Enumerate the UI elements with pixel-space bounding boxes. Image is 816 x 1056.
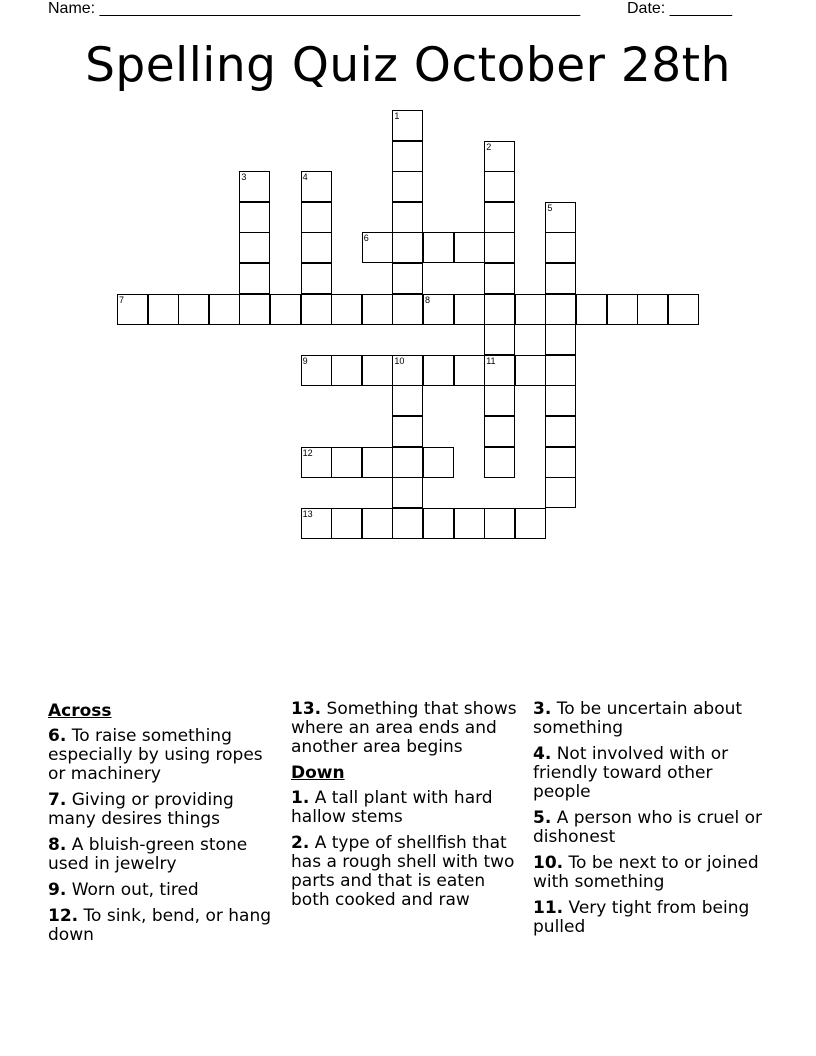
clue-number: 9. [48, 880, 67, 900]
crossword-cell[interactable] [301, 355, 332, 386]
clue-down-3 [533, 700, 773, 738]
crossword-cell[interactable] [392, 171, 423, 202]
cell-number: 3 [241, 172, 247, 183]
cell-number: 13 [302, 508, 313, 519]
crossword-cell[interactable] [484, 385, 515, 416]
clue-number: 6. [48, 726, 67, 746]
clue-number: 5. [533, 808, 552, 828]
cell-number: 10 [394, 355, 405, 366]
crossword-cell[interactable] [239, 294, 270, 325]
cell-number: 4 [302, 172, 308, 183]
clue-number: 7. [48, 790, 67, 810]
clue-across-6 [48, 727, 276, 784]
crossword-cell[interactable] [545, 324, 576, 355]
clue-text: To be uncertain about something [533, 699, 743, 738]
crossword-cell[interactable] [301, 171, 332, 202]
crossword-cell[interactable] [423, 355, 454, 386]
crossword-cell[interactable] [301, 294, 332, 325]
crossword-cell[interactable] [392, 141, 423, 172]
clue-across-13 [291, 700, 523, 757]
clue-number: 2. [291, 833, 310, 853]
crossword-cell[interactable] [239, 171, 270, 202]
clue-column-1 [48, 700, 276, 952]
crossword-cell[interactable] [392, 202, 423, 233]
crossword-cell[interactable] [637, 294, 668, 325]
crossword-cell[interactable] [362, 232, 393, 263]
crossword-cell[interactable] [454, 508, 485, 539]
crossword-cell[interactable] [209, 294, 240, 325]
crossword-cell[interactable] [484, 263, 515, 294]
crossword-cell[interactable] [301, 508, 332, 539]
clue-text: Very tight from being pulled [533, 898, 750, 937]
crossword-cell[interactable] [331, 355, 362, 386]
crossword-cell[interactable] [454, 355, 485, 386]
crossword-cell[interactable] [454, 294, 485, 325]
crossword-cell[interactable] [484, 171, 515, 202]
crossword-cell[interactable] [484, 294, 515, 325]
crossword-cell[interactable] [301, 232, 332, 263]
crossword-cell[interactable] [484, 508, 515, 539]
crossword-cell[interactable] [362, 294, 393, 325]
crossword-cell[interactable] [301, 202, 332, 233]
clue-across-8 [48, 836, 276, 874]
crossword-cell[interactable] [545, 263, 576, 294]
date-field-label: Date: _______ [627, 0, 732, 17]
clue-down-4 [533, 745, 773, 802]
crossword-cell[interactable] [515, 355, 546, 386]
crossword-cell[interactable] [484, 447, 515, 478]
crossword-cell[interactable] [362, 508, 393, 539]
clue-number: 11. [533, 898, 564, 918]
crossword-cell[interactable] [392, 385, 423, 416]
cell-number: 9 [302, 355, 308, 366]
crossword-cell[interactable] [668, 294, 699, 325]
down-heading: Down [291, 763, 345, 783]
crossword-cell[interactable] [545, 477, 576, 508]
cell-number: 12 [302, 447, 313, 458]
clue-number: 4. [533, 744, 552, 764]
across-heading: Across [48, 701, 112, 721]
cell-number: 6 [363, 233, 369, 244]
crossword-cell[interactable] [423, 232, 454, 263]
cell-number: 7 [119, 294, 125, 305]
crossword-cell[interactable] [362, 355, 393, 386]
crossword-cell[interactable] [178, 294, 209, 325]
clue-down-2 [291, 834, 523, 910]
clue-text: Giving or providing many desires things [48, 790, 234, 829]
crossword-cell[interactable] [484, 141, 515, 172]
crossword-cell[interactable] [545, 232, 576, 263]
crossword-cell[interactable] [607, 294, 638, 325]
crossword-cell[interactable] [545, 385, 576, 416]
crossword-cell[interactable] [484, 416, 515, 447]
clue-number: 12. [48, 906, 79, 926]
clue-text: A tall plant with hard hallow stems [291, 788, 493, 827]
crossword-cell[interactable] [117, 294, 148, 325]
cell-number: 8 [425, 294, 431, 305]
name-field-label: Name: ______________________________________________________ [48, 0, 581, 17]
crossword-cell[interactable] [545, 202, 576, 233]
clue-text: A bluish-green stone used in jewelry [48, 835, 248, 874]
clue-column-3 [533, 700, 773, 944]
crossword-cell[interactable] [239, 263, 270, 294]
cell-number: 2 [486, 141, 492, 152]
crossword-cell[interactable] [392, 263, 423, 294]
crossword-cell[interactable] [392, 416, 423, 447]
cell-number: 1 [394, 111, 400, 121]
crossword-cell[interactable] [545, 447, 576, 478]
crossword-cell[interactable] [331, 508, 362, 539]
crossword-cell[interactable] [484, 324, 515, 355]
clue-down-5 [533, 809, 773, 847]
crossword-cell[interactable] [392, 447, 423, 478]
clue-down-11 [533, 899, 773, 937]
crossword-cell[interactable] [484, 202, 515, 233]
clue-number: 3. [533, 699, 552, 719]
crossword-cell[interactable] [331, 447, 362, 478]
clue-text: A person who is cruel or dishonest [533, 808, 762, 847]
clue-text: To be next to or joined with something [533, 853, 759, 892]
clue-text: Something that shows where an area ends and another area begins [291, 699, 517, 757]
crossword-cell[interactable] [576, 294, 607, 325]
crossword-cell[interactable] [392, 477, 423, 508]
page-title: Spelling Quiz October 28th [85, 38, 731, 93]
clue-across-9 [48, 881, 276, 900]
crossword-cell[interactable] [301, 447, 332, 478]
crossword-cell[interactable] [423, 508, 454, 539]
crossword-cell[interactable] [362, 447, 393, 478]
cell-number: 11 [486, 355, 496, 366]
clue-number: 10. [533, 853, 564, 873]
crossword-cell[interactable] [515, 294, 546, 325]
clue-text: Worn out, tired [71, 880, 199, 900]
cell-number: 5 [547, 202, 553, 213]
crossword-cell[interactable] [454, 232, 485, 263]
crossword-cell[interactable] [270, 294, 301, 325]
crossword-cell[interactable] [331, 294, 362, 325]
clue-number: 8. [48, 835, 67, 855]
crossword-cell[interactable] [392, 508, 423, 539]
crossword-cell[interactable] [392, 294, 423, 325]
clue-across-12 [48, 907, 276, 945]
clue-number: 1. [291, 788, 310, 808]
clue-column-2 [291, 700, 523, 917]
crossword-cell[interactable] [545, 355, 576, 386]
clue-text: To sink, bend, or hang down [48, 906, 272, 945]
crossword-cell[interactable] [148, 294, 179, 325]
crossword-cell[interactable] [484, 232, 515, 263]
crossword-cell[interactable] [239, 232, 270, 263]
crossword-cell[interactable] [423, 447, 454, 478]
crossword-cell[interactable] [392, 110, 423, 141]
clue-text: Not involved with or friendly toward other people [533, 744, 729, 802]
crossword-cell[interactable] [301, 263, 332, 294]
crossword-cell[interactable] [423, 294, 454, 325]
crossword-cell[interactable] [484, 355, 515, 386]
crossword-cell[interactable] [545, 416, 576, 447]
clue-text: To raise something especially by using ropes or machinery [48, 726, 263, 784]
crossword-cell[interactable] [545, 294, 576, 325]
crossword-cell[interactable] [515, 508, 546, 539]
clue-text: A type of shellfish that has a rough shell with two parts and that is eaten both cooked and raw [291, 833, 515, 910]
crossword-cell[interactable] [239, 202, 270, 233]
clue-across-7 [48, 791, 276, 829]
clue-down-10 [533, 854, 773, 892]
clue-down-1 [291, 789, 523, 827]
clue-number: 13. [291, 699, 322, 719]
crossword-cell[interactable] [392, 355, 423, 386]
crossword-cell[interactable] [392, 232, 423, 263]
